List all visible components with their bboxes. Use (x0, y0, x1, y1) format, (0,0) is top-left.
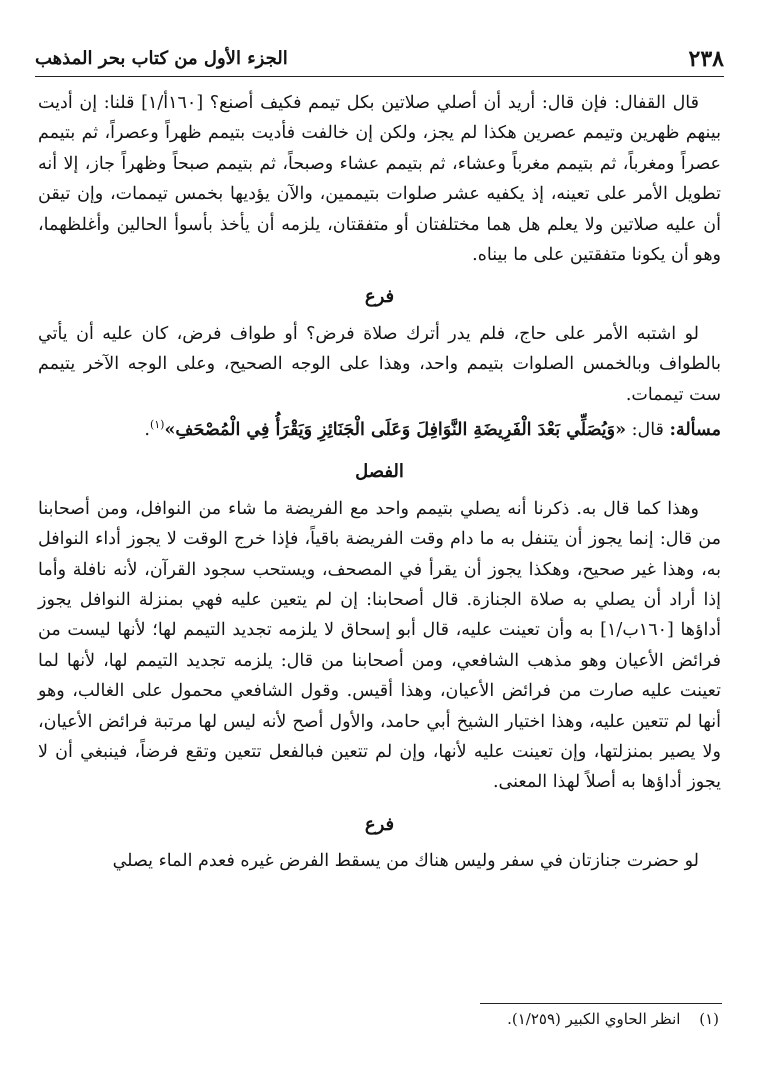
section-heading-far2: فرع (364, 813, 395, 835)
footnote-reference: (١) (149, 418, 165, 432)
running-title: الجزء الأول من كتاب بحر المذهب (35, 48, 288, 69)
paragraph-janazatan: لو حضرت جنازتان في سفر وليس هناك من يسقط الفرض غيره فعدم الماء يصلي (112, 851, 699, 872)
section-heading-fasl: الفصل (355, 461, 404, 483)
footnote-number: (١) (699, 1010, 719, 1028)
page-number: ٢٣٨ (688, 46, 724, 72)
section-heading-far1: فرع (364, 286, 395, 308)
main-text (38, 88, 721, 877)
page-header (35, 42, 724, 77)
masala-quote: «وَيُصَلِّي بَعْدَ الْفَرِيضَةِ النَّوَافِلَ وَعَلَى الْجَنَائِزِ وَيَقْرَأُ فِي الْمُصْحَفِ» (164, 419, 627, 440)
masala-line: مسألة: قال: «وَيُصَلِّي بَعْدَ الْفَرِيضَةِ النَّوَافِلَ وَعَلَى الْجَنَائِزِ وَيَقْرَأُ فِي الْمُصْحَفِ»$^{(١)}$. (144, 418, 721, 440)
footnote-text: انظر الحاوي الكبير (١/٢٥٩). (507, 1010, 681, 1028)
masala-label: مسألة: (669, 419, 721, 440)
paragraph-nawafil: وهذا كما قال به. ذكرنا أنه يصلي بتيمم واحد مع الفريضة ما شاء من النوافل، ومن أصحابنا من قال: إنما يجوز أن يتنفل به ما دام وقت الفريضة باقياً، فإذا خرج الوقت لا يجوز أداء النوافل به، وهذا غير صحيح، وهكذا يجوز أن يقرأ في المصحف، ويستحب سجود القرآن، لأنه نافلة وأما إذا أراد أن يصلي به صلاة الجنازة. قال أصحابنا: إن لم يتعين عليه فهي بمنزلة النوافل يجوز أداؤها [١٦٠ب/١] به وأن تعينت عليه، قال أبو إسحاق لا يلزمه تجديد التيمم لها؛ لأنها ليست من فرائض الأعيان وهو مذهب الشافعي، ومن أصحابنا من قال: يلزمه تجديد التيمم لها، لأنها لما تعينت عليه صارت من فرائض الأعيان، وهذا أقيس. وقول الشافعي محمول على الغالب، وهو أنها لم تتعين عليه، وهذا اختيار الشيخ أبي حامد، والأول أصح لأنه ليس لها مرتبة فرائض الأعيان، ولا يصير بمنزلتها، وإن تعينت عليه لأنها، وإن لم تتعين فبالفعل تتعين وتقع فرضاً، فينبغي أن لا يجوز أداؤها به أصلاً لهذا المعنى. (38, 498, 721, 793)
paragraph-hajj: لو اشتبه الأمر على حاج، فلم يدر أترك صلاة فرض؟ أو طواف فرض، كان عليه أن يأتي بالطواف وبالخمس الصلوات بتيمم واحد، وهذا على الوجه الصحيح، وعلى الوجه الآخر يتيمم ست تيممات. (38, 323, 721, 405)
masala-said: قال: (631, 419, 664, 440)
paragraph-qaffal: قال القفال: فإن قال: أريد أن أصلي صلاتين بكل تيمم فكيف أصنع؟ [١٦٠أ/١] قلنا: إن أديت بينهم ظهرين وتيمم عصرين هكذا لم يجز، ولكن إن خالفت فأديت بتيمم ظهراً وعصراً، ثم بتيمم عصراً ومغرباً، ثم بتيمم مغرباً وعشاء، ثم بتيمم عشاء وصبحاً، ثم بتيمم صبحاً وظهراً جاز، إلا أنه تطويل الأمر على تعينه، إذ يكفيه عشر صلوات بتيممين، والآن يؤديها بخمس تيممات، وإن تيقن أن عليه صلاتين ولا يعلم هل هما مختلفتان أو متفقتان، يلزمه أن يأخذ بأسوأ الحالين وأغلظهما، وهو أن يكونا متفقتين على ما بيناه. (38, 93, 721, 266)
footnote-separator (480, 1003, 722, 1004)
footnote (507, 1010, 719, 1028)
